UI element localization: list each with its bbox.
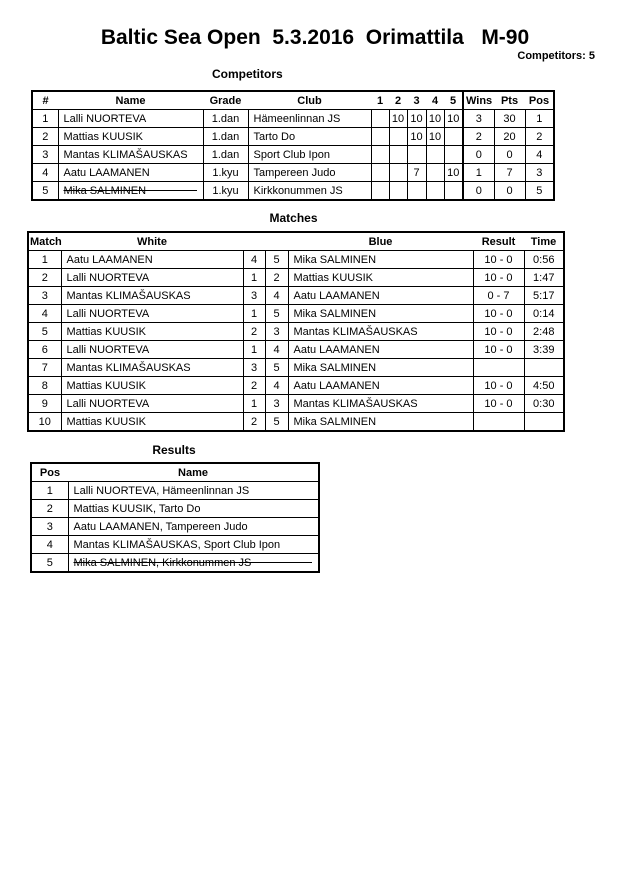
- result-cell: 10 - 0: [473, 269, 524, 287]
- col-header-round-1: 1: [371, 91, 389, 110]
- white-seed-cell: 3: [243, 359, 265, 377]
- result-row: [31, 554, 319, 573]
- score-vs-1-cell: [371, 164, 389, 182]
- white-name-cell: Mattias KUUSIK: [61, 323, 243, 341]
- blue-seed-cell: 5: [265, 413, 288, 432]
- competitor-number-cell: 3: [32, 146, 58, 164]
- col-header-number: #: [32, 91, 58, 110]
- result-cell: 10 - 0: [473, 341, 524, 359]
- col-header-blue-number: [265, 232, 288, 251]
- match-row: [28, 251, 564, 269]
- result-cell: 10 - 0: [473, 305, 524, 323]
- col-header-time: Time: [524, 232, 564, 251]
- competitor-row: [32, 164, 554, 182]
- score-vs-1-cell: [371, 182, 389, 201]
- score-vs-2-cell: 10: [389, 110, 407, 128]
- match-row: [28, 323, 564, 341]
- competitor-grade-cell: 1.dan: [203, 128, 248, 146]
- competitor-club-cell: Tarto Do: [248, 128, 371, 146]
- white-seed-cell: 1: [243, 395, 265, 413]
- white-name-cell: Mantas KLIMAŠAUSKAS: [61, 359, 243, 377]
- position-cell: 1: [525, 110, 554, 128]
- points-cell: 30: [494, 110, 525, 128]
- blue-name-cell: Mantas KLIMAŠAUSKAS: [288, 395, 473, 413]
- blue-name-cell: Mattias KUUSIK: [288, 269, 473, 287]
- competitors-count: Competitors: 5: [517, 50, 595, 62]
- position-cell: 5: [525, 182, 554, 201]
- result-row: [31, 500, 319, 518]
- blue-seed-cell: 5: [265, 359, 288, 377]
- result-cell: [473, 413, 524, 432]
- blue-name-cell: Aatu LAAMANEN: [288, 341, 473, 359]
- blue-seed-cell: 2: [265, 269, 288, 287]
- col-header-result: Result: [473, 232, 524, 251]
- match-row: [28, 341, 564, 359]
- time-cell: 5:17: [524, 287, 564, 305]
- competitor-number-cell: 5: [32, 182, 58, 201]
- match-row: [28, 269, 564, 287]
- white-name-cell: Mattias KUUSIK: [61, 377, 243, 395]
- score-vs-1-cell: [371, 110, 389, 128]
- result-cell: 10 - 0: [473, 251, 524, 269]
- competitor-grade-cell: 1.kyu: [203, 182, 248, 201]
- competitor-name-cell: Mika SALMINEN: [58, 182, 203, 201]
- col-header-white: White: [61, 232, 243, 251]
- points-cell: 0: [494, 146, 525, 164]
- col-header-blue: Blue: [288, 232, 473, 251]
- score-vs-3-cell: [407, 182, 426, 201]
- blue-seed-cell: 4: [265, 341, 288, 359]
- competitor-club-cell: Hämeenlinnan JS: [248, 110, 371, 128]
- white-name-cell: Lalli NUORTEVA: [61, 395, 243, 413]
- match-row: [28, 287, 564, 305]
- score-vs-3-cell: 10: [407, 110, 426, 128]
- blue-seed-cell: 3: [265, 323, 288, 341]
- blue-name-cell: Mika SALMINEN: [288, 359, 473, 377]
- match-row: [28, 395, 564, 413]
- col-header-pos: Pos: [31, 463, 68, 482]
- blue-name-cell: Mika SALMINEN: [288, 413, 473, 432]
- col-header-name: Name: [58, 91, 203, 110]
- col-header-round-5: 5: [444, 91, 463, 110]
- score-vs-5-cell: [444, 146, 463, 164]
- score-vs-1-cell: [371, 128, 389, 146]
- score-vs-3-cell: [407, 146, 426, 164]
- match-number-cell: 1: [28, 251, 61, 269]
- match-number-cell: 9: [28, 395, 61, 413]
- col-header-wins: Wins: [463, 91, 494, 110]
- col-header-round-4: 4: [426, 91, 444, 110]
- time-cell: 4:50: [524, 377, 564, 395]
- match-row: [28, 377, 564, 395]
- white-name-cell: Mantas KLIMAŠAUSKAS: [61, 287, 243, 305]
- blue-seed-cell: 4: [265, 287, 288, 305]
- score-vs-3-cell: 7: [407, 164, 426, 182]
- points-cell: 20: [494, 128, 525, 146]
- score-vs-3-cell: 10: [407, 128, 426, 146]
- result-cell: 0 - 7: [473, 287, 524, 305]
- match-number-cell: 10: [28, 413, 61, 432]
- white-seed-cell: 2: [243, 377, 265, 395]
- competitor-club-cell: Sport Club Ipon: [248, 146, 371, 164]
- results-table: [30, 462, 320, 573]
- score-vs-5-cell: 10: [444, 110, 463, 128]
- white-seed-cell: 1: [243, 305, 265, 323]
- col-header-pos: Pos: [525, 91, 554, 110]
- table-header-row: [31, 463, 319, 482]
- result-cell: [473, 359, 524, 377]
- col-header-match: Match: [28, 232, 61, 251]
- score-vs-5-cell: 10: [444, 164, 463, 182]
- match-number-cell: 5: [28, 323, 61, 341]
- white-name-cell: Lalli NUORTEVA: [61, 305, 243, 323]
- competitor-number-cell: 4: [32, 164, 58, 182]
- score-vs-2-cell: [389, 164, 407, 182]
- strikethrough-line: [146, 190, 196, 191]
- score-vs-2-cell: [389, 182, 407, 201]
- position-cell: 4: [525, 146, 554, 164]
- match-row: [28, 413, 564, 432]
- result-cell: 10 - 0: [473, 377, 524, 395]
- col-header-round-3: 3: [407, 91, 426, 110]
- time-cell: 0:30: [524, 395, 564, 413]
- white-name-cell: Mattias KUUSIK: [61, 413, 243, 432]
- match-number-cell: 3: [28, 287, 61, 305]
- score-vs-4-cell: [426, 182, 444, 201]
- time-cell: 3:39: [524, 341, 564, 359]
- result-row: [31, 518, 319, 536]
- competitor-row: [32, 128, 554, 146]
- points-cell: 7: [494, 164, 525, 182]
- white-name-cell: Lalli NUORTEVA: [61, 269, 243, 287]
- points-cell: 0: [494, 182, 525, 201]
- white-seed-cell: 1: [243, 269, 265, 287]
- competitor-row: [32, 110, 554, 128]
- blue-seed-cell: 3: [265, 395, 288, 413]
- page-title: Baltic Sea Open 5.3.2016 Orimattila M-90: [100, 26, 530, 49]
- white-seed-cell: 2: [243, 413, 265, 432]
- matches-section-heading: Matches: [269, 211, 318, 225]
- match-number-cell: 7: [28, 359, 61, 377]
- match-number-cell: 6: [28, 341, 61, 359]
- blue-name-cell: Aatu LAAMANEN: [288, 377, 473, 395]
- position-cell: 3: [525, 164, 554, 182]
- competitor-name-cell: Lalli NUORTEVA: [58, 110, 203, 128]
- wins-cell: 0: [463, 182, 494, 201]
- col-header-white-number: [243, 232, 265, 251]
- strikethrough-line: [251, 562, 312, 563]
- white-seed-cell: 4: [243, 251, 265, 269]
- competitor-number-cell: 2: [32, 128, 58, 146]
- score-vs-4-cell: [426, 164, 444, 182]
- results-section-heading: Results: [152, 443, 196, 457]
- wins-cell: 2: [463, 128, 494, 146]
- score-vs-4-cell: 10: [426, 128, 444, 146]
- col-header-name: Name: [68, 463, 319, 482]
- score-vs-2-cell: [389, 146, 407, 164]
- blue-seed-cell: 5: [265, 305, 288, 323]
- blue-name-cell: Mika SALMINEN: [288, 251, 473, 269]
- score-vs-1-cell: [371, 146, 389, 164]
- white-seed-cell: 1: [243, 341, 265, 359]
- white-seed-cell: 3: [243, 287, 265, 305]
- blue-seed-cell: 5: [265, 251, 288, 269]
- final-name-cell: Mattias KUUSIK, Tarto Do: [68, 500, 319, 518]
- time-cell: [524, 413, 564, 432]
- competitor-grade-cell: 1.dan: [203, 146, 248, 164]
- position-cell: 2: [525, 128, 554, 146]
- result-cell: 10 - 0: [473, 323, 524, 341]
- competitor-grade-cell: 1.kyu: [203, 164, 248, 182]
- blue-name-cell: Aatu LAAMANEN: [288, 287, 473, 305]
- match-row: [28, 359, 564, 377]
- blue-name-cell: Mika SALMINEN: [288, 305, 473, 323]
- competitor-club-cell: Tampereen Judo: [248, 164, 371, 182]
- competitor-name-cell: Aatu LAAMANEN: [58, 164, 203, 182]
- competitor-row: [32, 182, 554, 201]
- blue-name-cell: Mantas KLIMAŠAUSKAS: [288, 323, 473, 341]
- result-cell: 10 - 0: [473, 395, 524, 413]
- score-vs-5-cell: [444, 182, 463, 201]
- matches-table: [27, 231, 565, 432]
- competitor-name-cell: Mantas KLIMAŠAUSKAS: [58, 146, 203, 164]
- competitor-number-cell: 1: [32, 110, 58, 128]
- white-name-cell: Lalli NUORTEVA: [61, 341, 243, 359]
- final-position-cell: 1: [31, 482, 68, 500]
- competitors-section-heading: Competitors: [212, 67, 283, 81]
- table-header-row: [32, 91, 554, 110]
- match-row: [28, 305, 564, 323]
- col-header-grade: Grade: [203, 91, 248, 110]
- competitor-grade-cell: 1.dan: [203, 110, 248, 128]
- score-vs-4-cell: 10: [426, 110, 444, 128]
- competitor-club-cell: Kirkkonummen JS: [248, 182, 371, 201]
- white-name-cell: Aatu LAAMANEN: [61, 251, 243, 269]
- final-name-cell: Mantas KLIMAŠAUSKAS, Sport Club Ipon: [68, 536, 319, 554]
- white-seed-cell: 2: [243, 323, 265, 341]
- score-vs-5-cell: [444, 128, 463, 146]
- final-name-cell: Lalli NUORTEVA, Hämeenlinnan JS: [68, 482, 319, 500]
- final-name-cell: Aatu LAAMANEN, Tampereen Judo: [68, 518, 319, 536]
- time-cell: 0:56: [524, 251, 564, 269]
- col-header-round-2: 2: [389, 91, 407, 110]
- time-cell: 1:47: [524, 269, 564, 287]
- wins-cell: 0: [463, 146, 494, 164]
- wins-cell: 3: [463, 110, 494, 128]
- result-row: [31, 536, 319, 554]
- col-header-pts: Pts: [494, 91, 525, 110]
- final-position-cell: 4: [31, 536, 68, 554]
- match-number-cell: 2: [28, 269, 61, 287]
- match-number-cell: 8: [28, 377, 61, 395]
- blue-seed-cell: 4: [265, 377, 288, 395]
- final-name-cell: Mika SALMINEN, Kirkkonummen JS: [68, 554, 319, 573]
- final-position-cell: 3: [31, 518, 68, 536]
- time-cell: [524, 359, 564, 377]
- result-row: [31, 482, 319, 500]
- competitor-row: [32, 146, 554, 164]
- wins-cell: 1: [463, 164, 494, 182]
- final-position-cell: 2: [31, 500, 68, 518]
- table-header-row: [28, 232, 564, 251]
- time-cell: 2:48: [524, 323, 564, 341]
- competitors-table: [31, 90, 555, 201]
- score-vs-2-cell: [389, 128, 407, 146]
- col-header-club: Club: [248, 91, 371, 110]
- time-cell: 0:14: [524, 305, 564, 323]
- match-number-cell: 4: [28, 305, 61, 323]
- final-position-cell: 5: [31, 554, 68, 573]
- competitor-name-cell: Mattias KUUSIK: [58, 128, 203, 146]
- score-vs-4-cell: [426, 146, 444, 164]
